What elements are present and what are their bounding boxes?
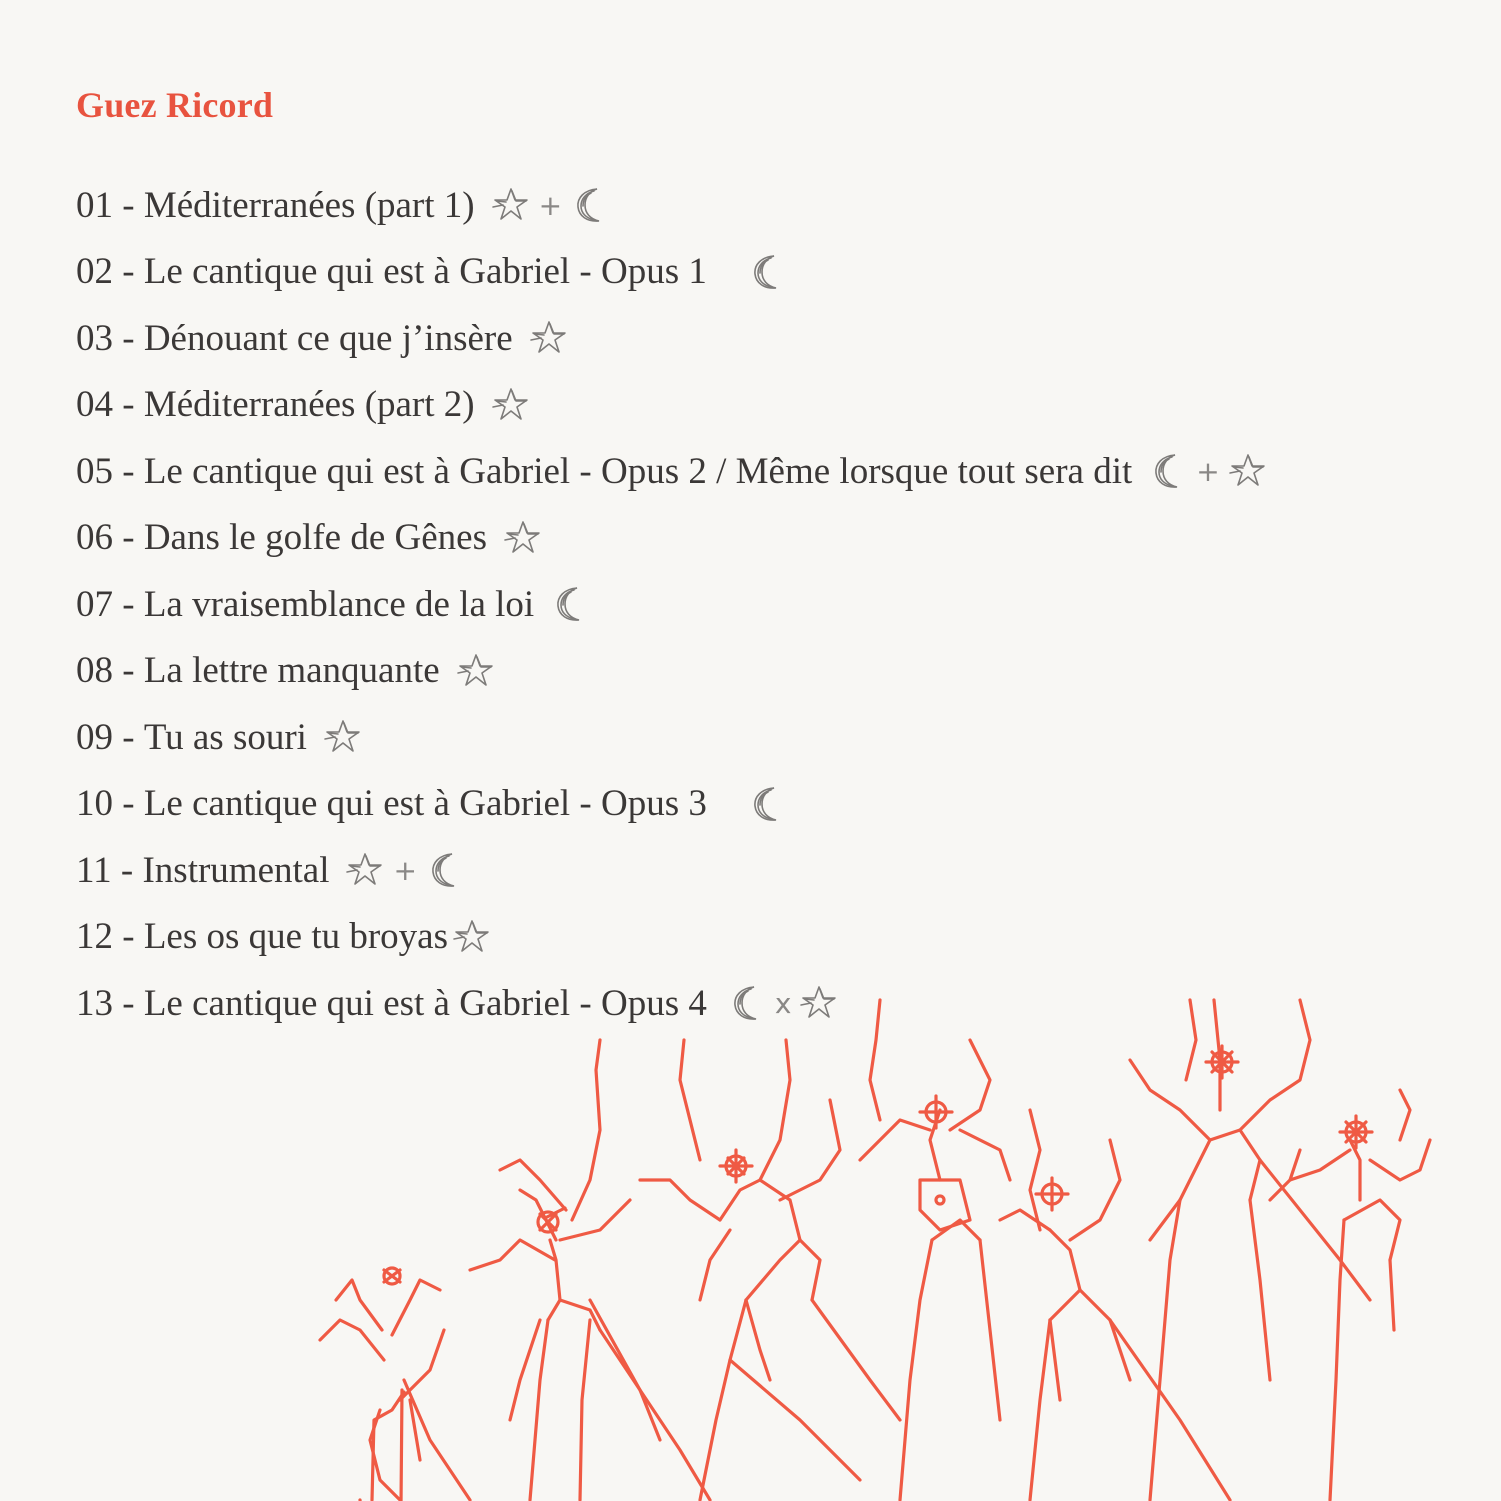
track-separator: - <box>113 783 144 825</box>
track-row <box>76 704 1268 771</box>
track-title: Méditerranées (part 2) <box>143 384 475 426</box>
track-separator: - <box>113 517 144 559</box>
track-marks <box>1148 451 1267 491</box>
moon-icon <box>747 252 787 292</box>
track-title: La vraisemblance de la loi <box>143 583 535 625</box>
star-icon <box>345 850 385 890</box>
moon-icon <box>747 784 787 824</box>
track-marks <box>550 584 590 624</box>
moon-icon <box>570 185 610 225</box>
track-number: 11 <box>76 849 112 891</box>
track-marks <box>727 983 840 1023</box>
track-number: 08 <box>76 650 113 692</box>
track-separator: - <box>113 650 144 692</box>
times-operator: x <box>774 986 792 1020</box>
moon-icon <box>550 584 590 624</box>
star-icon <box>503 518 543 558</box>
figure-2 <box>470 1040 710 1500</box>
track-separator: - <box>113 982 144 1024</box>
track-row <box>76 904 1268 971</box>
track-separator: - <box>113 184 144 226</box>
moon-icon <box>425 850 465 890</box>
track-number: 03 <box>76 317 113 359</box>
track-row <box>76 771 1268 838</box>
figure-6 <box>1130 1000 1370 1500</box>
plus-operator: + <box>393 853 417 887</box>
track-title: Tu as souri <box>143 716 307 758</box>
track-separator: - <box>113 317 144 359</box>
track-separator: - <box>113 583 144 625</box>
track-row <box>76 505 1268 572</box>
track-title: La lettre manquante <box>143 650 440 692</box>
figure-3 <box>640 1040 900 1500</box>
track-marks <box>345 850 464 890</box>
track-row <box>76 837 1268 904</box>
track-separator: - <box>113 716 144 758</box>
track-number: 13 <box>76 982 113 1024</box>
track-title: Le cantique qui est à Gabriel - Opus 1 <box>143 251 707 293</box>
track-row <box>76 638 1268 705</box>
track-row <box>76 239 1268 306</box>
track-number: 06 <box>76 517 113 559</box>
figure-4 <box>860 1000 1010 1500</box>
track-number: 04 <box>76 384 113 426</box>
track-number: 12 <box>76 916 113 958</box>
artist-name: Guez Ricord <box>76 85 274 125</box>
star-icon <box>452 917 492 957</box>
track-separator: - <box>113 450 144 492</box>
track-title: Le cantique qui est à Gabriel - Opus 4 <box>143 982 707 1024</box>
track-row <box>76 372 1268 439</box>
track-marks <box>503 518 543 558</box>
track-title: Méditerranées (part 1) <box>143 184 475 226</box>
track-row <box>76 438 1268 505</box>
track-number: 05 <box>76 450 113 492</box>
track-separator: - <box>113 384 144 426</box>
track-row <box>76 571 1268 638</box>
star-icon <box>1228 451 1268 491</box>
track-number: 10 <box>76 783 113 825</box>
star-icon <box>799 983 839 1023</box>
track-marks <box>452 917 492 957</box>
track-title: Instrumental <box>142 849 330 891</box>
plus-operator: + <box>1196 454 1220 488</box>
track-marks <box>529 318 569 358</box>
track-number: 02 <box>76 251 113 293</box>
track-number: 09 <box>76 716 113 758</box>
plus-operator: + <box>538 188 563 222</box>
track-title: Dans le golfe de Gênes <box>143 517 487 559</box>
star-icon <box>529 318 569 358</box>
star-icon <box>491 185 531 225</box>
track-row <box>76 172 1268 239</box>
track-separator: - <box>113 251 144 293</box>
track-marks <box>491 385 531 425</box>
track-number: 07 <box>76 583 113 625</box>
track-separator: - <box>111 849 143 891</box>
figure-7 <box>1270 1090 1430 1500</box>
track-number: 01 <box>76 184 113 226</box>
track-title: Le cantique qui est à Gabriel - Opus 3 <box>143 783 707 825</box>
star-icon <box>491 385 531 425</box>
star-icon <box>323 717 363 757</box>
track-title: Dénouant ce que j’insère <box>143 317 513 359</box>
track-marks <box>456 651 496 691</box>
track-title: Le cantique qui est à Gabriel - Opus 2 / Même lorsque tout sera dit <box>143 450 1133 492</box>
track-marks <box>323 717 363 757</box>
track-marks <box>747 252 787 292</box>
track-separator: - <box>113 916 144 958</box>
star-icon <box>456 651 496 691</box>
track-marks <box>491 185 610 225</box>
track-row <box>76 970 1268 1037</box>
moon-icon <box>727 983 767 1023</box>
track-title: Les os que tu broyas <box>143 916 448 958</box>
track-row <box>76 305 1268 372</box>
moon-icon <box>1148 451 1188 491</box>
figure-1 <box>320 1268 470 1501</box>
track-marks <box>747 784 787 824</box>
figure-5 <box>1000 1110 1230 1500</box>
tracklist <box>76 172 1268 1037</box>
